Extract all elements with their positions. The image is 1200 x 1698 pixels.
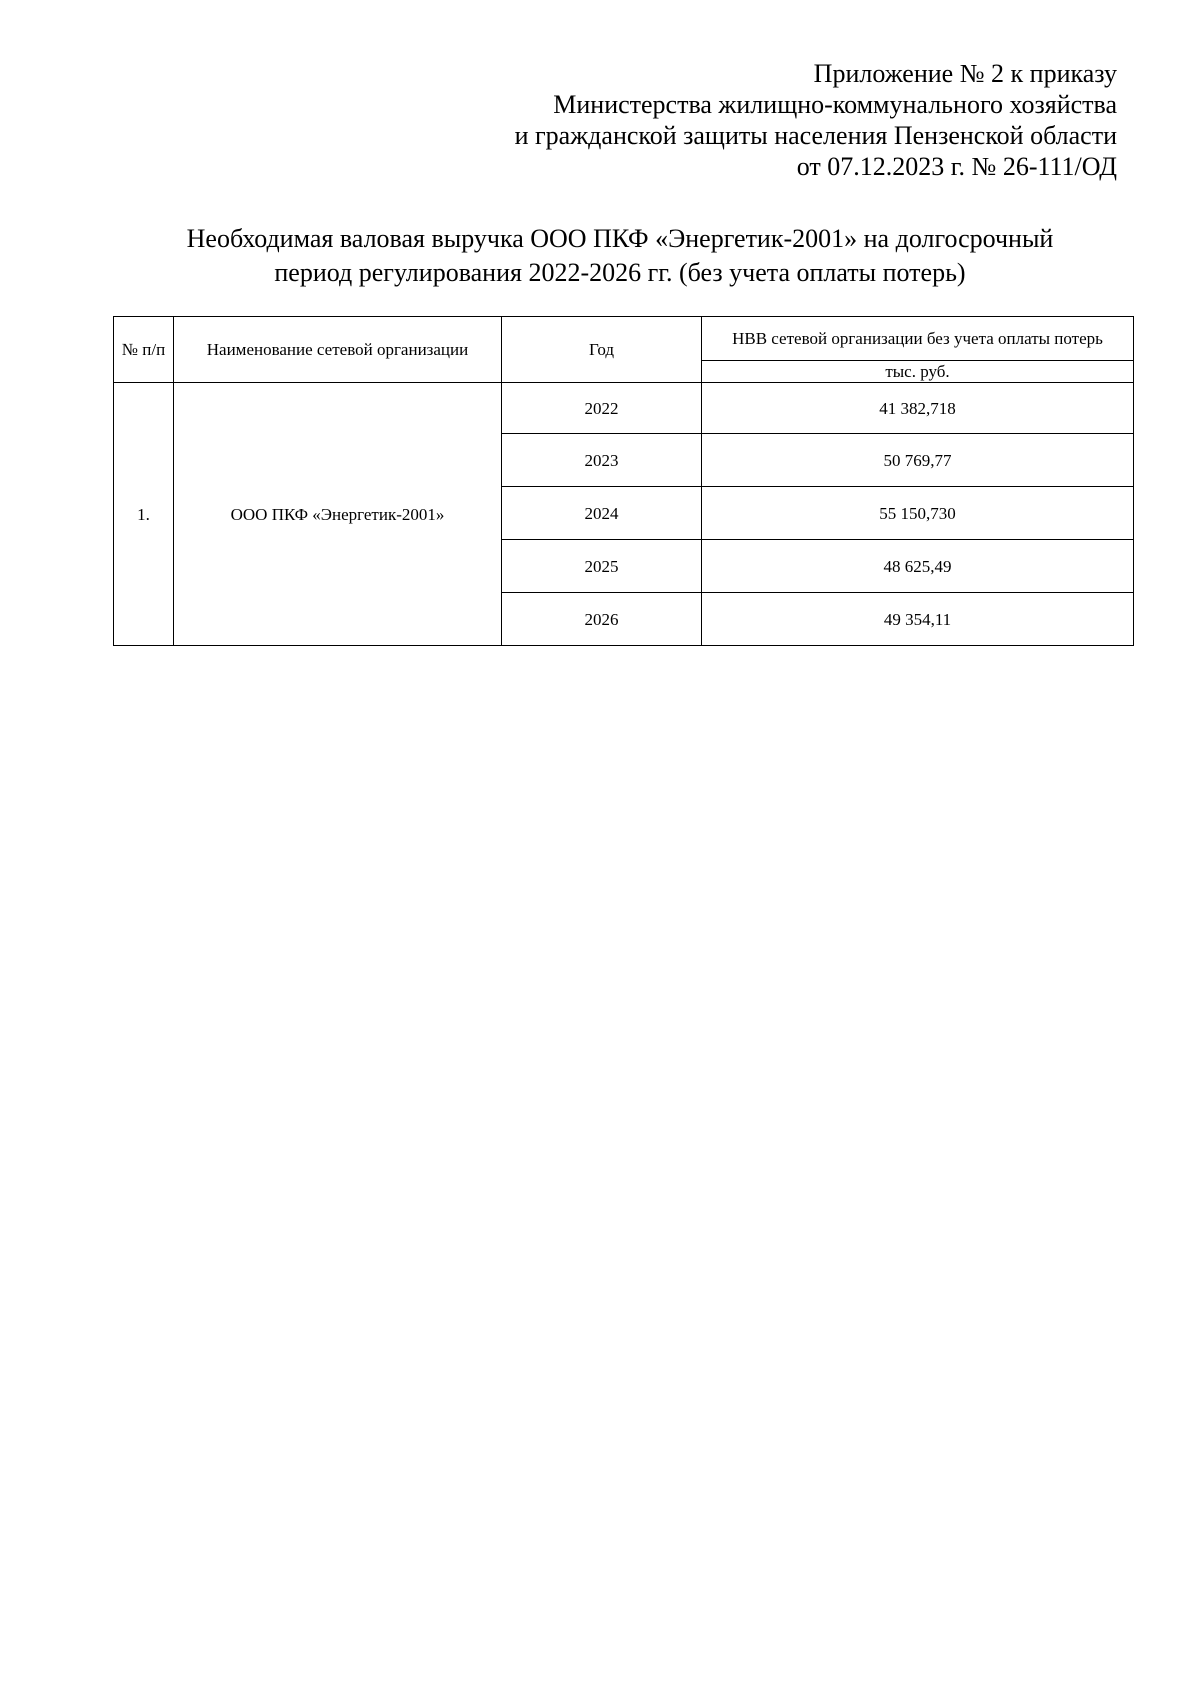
value-cell: 50 769,77: [702, 434, 1134, 487]
table-row: [114, 383, 1134, 434]
value-cell: 41 382,718: [702, 383, 1134, 434]
header-revenue: НВВ сетевой организации без учета оплаты потерь: [702, 317, 1134, 361]
org-name-cell: ООО ПКФ «Энергетик-2001»: [174, 383, 502, 646]
year-cell: 2024: [502, 487, 702, 540]
header-line-ministry-cont: и гражданской защиты населения Пензенской области: [514, 121, 1117, 150]
title-line-1: Необходимая валовая выручка ООО ПКФ «Энергетик-2001» на долгосрочный: [186, 224, 1054, 253]
header-year: Год: [502, 317, 702, 383]
header-line-order-date: от 07.12.2023 г. № 26-111/ОД: [796, 152, 1117, 181]
document-title: [60, 222, 1180, 290]
title-line-2: период регулирования 2022-2026 гг. (без учета оплаты потерь): [274, 258, 966, 287]
table-header-row: [114, 317, 1134, 361]
year-cell: 2023: [502, 434, 702, 487]
header-num: № п/п: [114, 317, 174, 383]
value-cell: 48 625,49: [702, 540, 1134, 593]
org-num-cell: 1.: [114, 383, 174, 646]
year-cell: 2022: [502, 383, 702, 434]
header-line-ministry: Министерства жилищно-коммунального хозяйства: [553, 90, 1117, 119]
header-org-name: Наименование сетевой организации: [174, 317, 502, 383]
year-cell: 2025: [502, 540, 702, 593]
value-cell: 55 150,730: [702, 487, 1134, 540]
value-cell: 49 354,11: [702, 593, 1134, 646]
header-line-appendix: Приложение № 2 к приказу: [813, 59, 1117, 88]
order-appendix-header: [317, 58, 1117, 182]
header-unit: тыс. руб.: [702, 361, 1134, 383]
year-cell: 2026: [502, 593, 702, 646]
revenue-table: [113, 316, 1134, 646]
